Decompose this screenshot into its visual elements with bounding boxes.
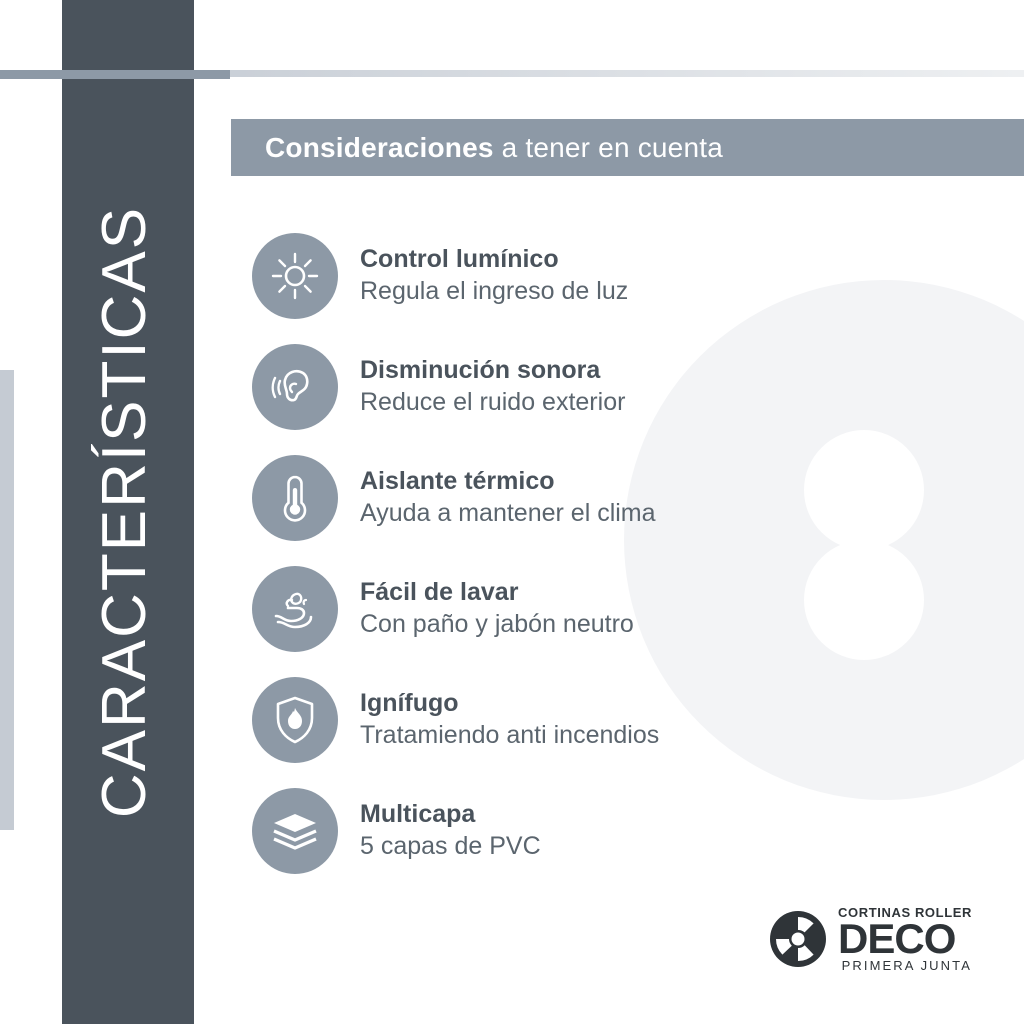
feature-title: Control lumínico: [360, 245, 559, 274]
section-header-light: a tener en cuenta: [493, 131, 723, 163]
left-vertical-accent: [0, 370, 14, 830]
list-item: [252, 672, 992, 767]
feature-subtitle: 5 capas de PVC: [360, 831, 541, 860]
section-header-text: [231, 132, 723, 164]
hand-wash-icon: [252, 566, 338, 652]
top-light-rule: [190, 70, 1024, 77]
brand-mark-icon: [770, 911, 826, 967]
section-header-bold: Consideraciones: [265, 131, 494, 163]
feature-list: [252, 228, 992, 894]
sun-icon: [252, 233, 338, 319]
feature-text-block: [338, 467, 656, 528]
feature-title: Disminución sonora: [360, 356, 601, 385]
feature-subtitle: Ayuda a mantener el clima: [360, 498, 656, 527]
flame-shield-icon: [252, 677, 338, 763]
list-item: [252, 339, 992, 434]
feature-text-block: [338, 578, 634, 639]
feature-subtitle: Tratamiendo anti incendios: [360, 720, 660, 749]
brand-text-block: [838, 906, 972, 972]
feature-text-block: [338, 800, 541, 861]
feature-title: Aislante térmico: [360, 467, 555, 496]
feature-title: Multicapa: [360, 800, 476, 829]
layers-icon: [252, 788, 338, 874]
top-dark-rule: [0, 70, 230, 79]
feature-subtitle: Regula el ingreso de luz: [360, 276, 629, 305]
brand-bottom-label: PRIMERA JUNTA: [841, 958, 972, 973]
ear-sound-icon: [252, 344, 338, 430]
feature-subtitle: Con paño y jabón neutro: [360, 609, 634, 638]
list-item: [252, 228, 992, 323]
brand-top-label: CORTINAS ROLLER: [838, 905, 972, 921]
list-item: [252, 561, 992, 656]
section-header-band: [231, 119, 1024, 176]
feature-title: Ignífugo: [360, 689, 459, 718]
sidebar-title-wrapper: [62, 0, 194, 1024]
feature-text-block: [338, 245, 628, 306]
thermometer-icon: [252, 455, 338, 541]
feature-title: Fácil de lavar: [360, 578, 519, 607]
page-title: CARACTERÍSTICAS: [90, 205, 160, 819]
list-item: [252, 783, 992, 878]
feature-subtitle: Reduce el ruido exterior: [360, 387, 626, 416]
brand-logo: [770, 906, 972, 972]
feature-text-block: [338, 356, 625, 417]
list-item: [252, 450, 992, 545]
brand-name: DECO: [838, 915, 956, 963]
feature-text-block: [338, 689, 659, 750]
